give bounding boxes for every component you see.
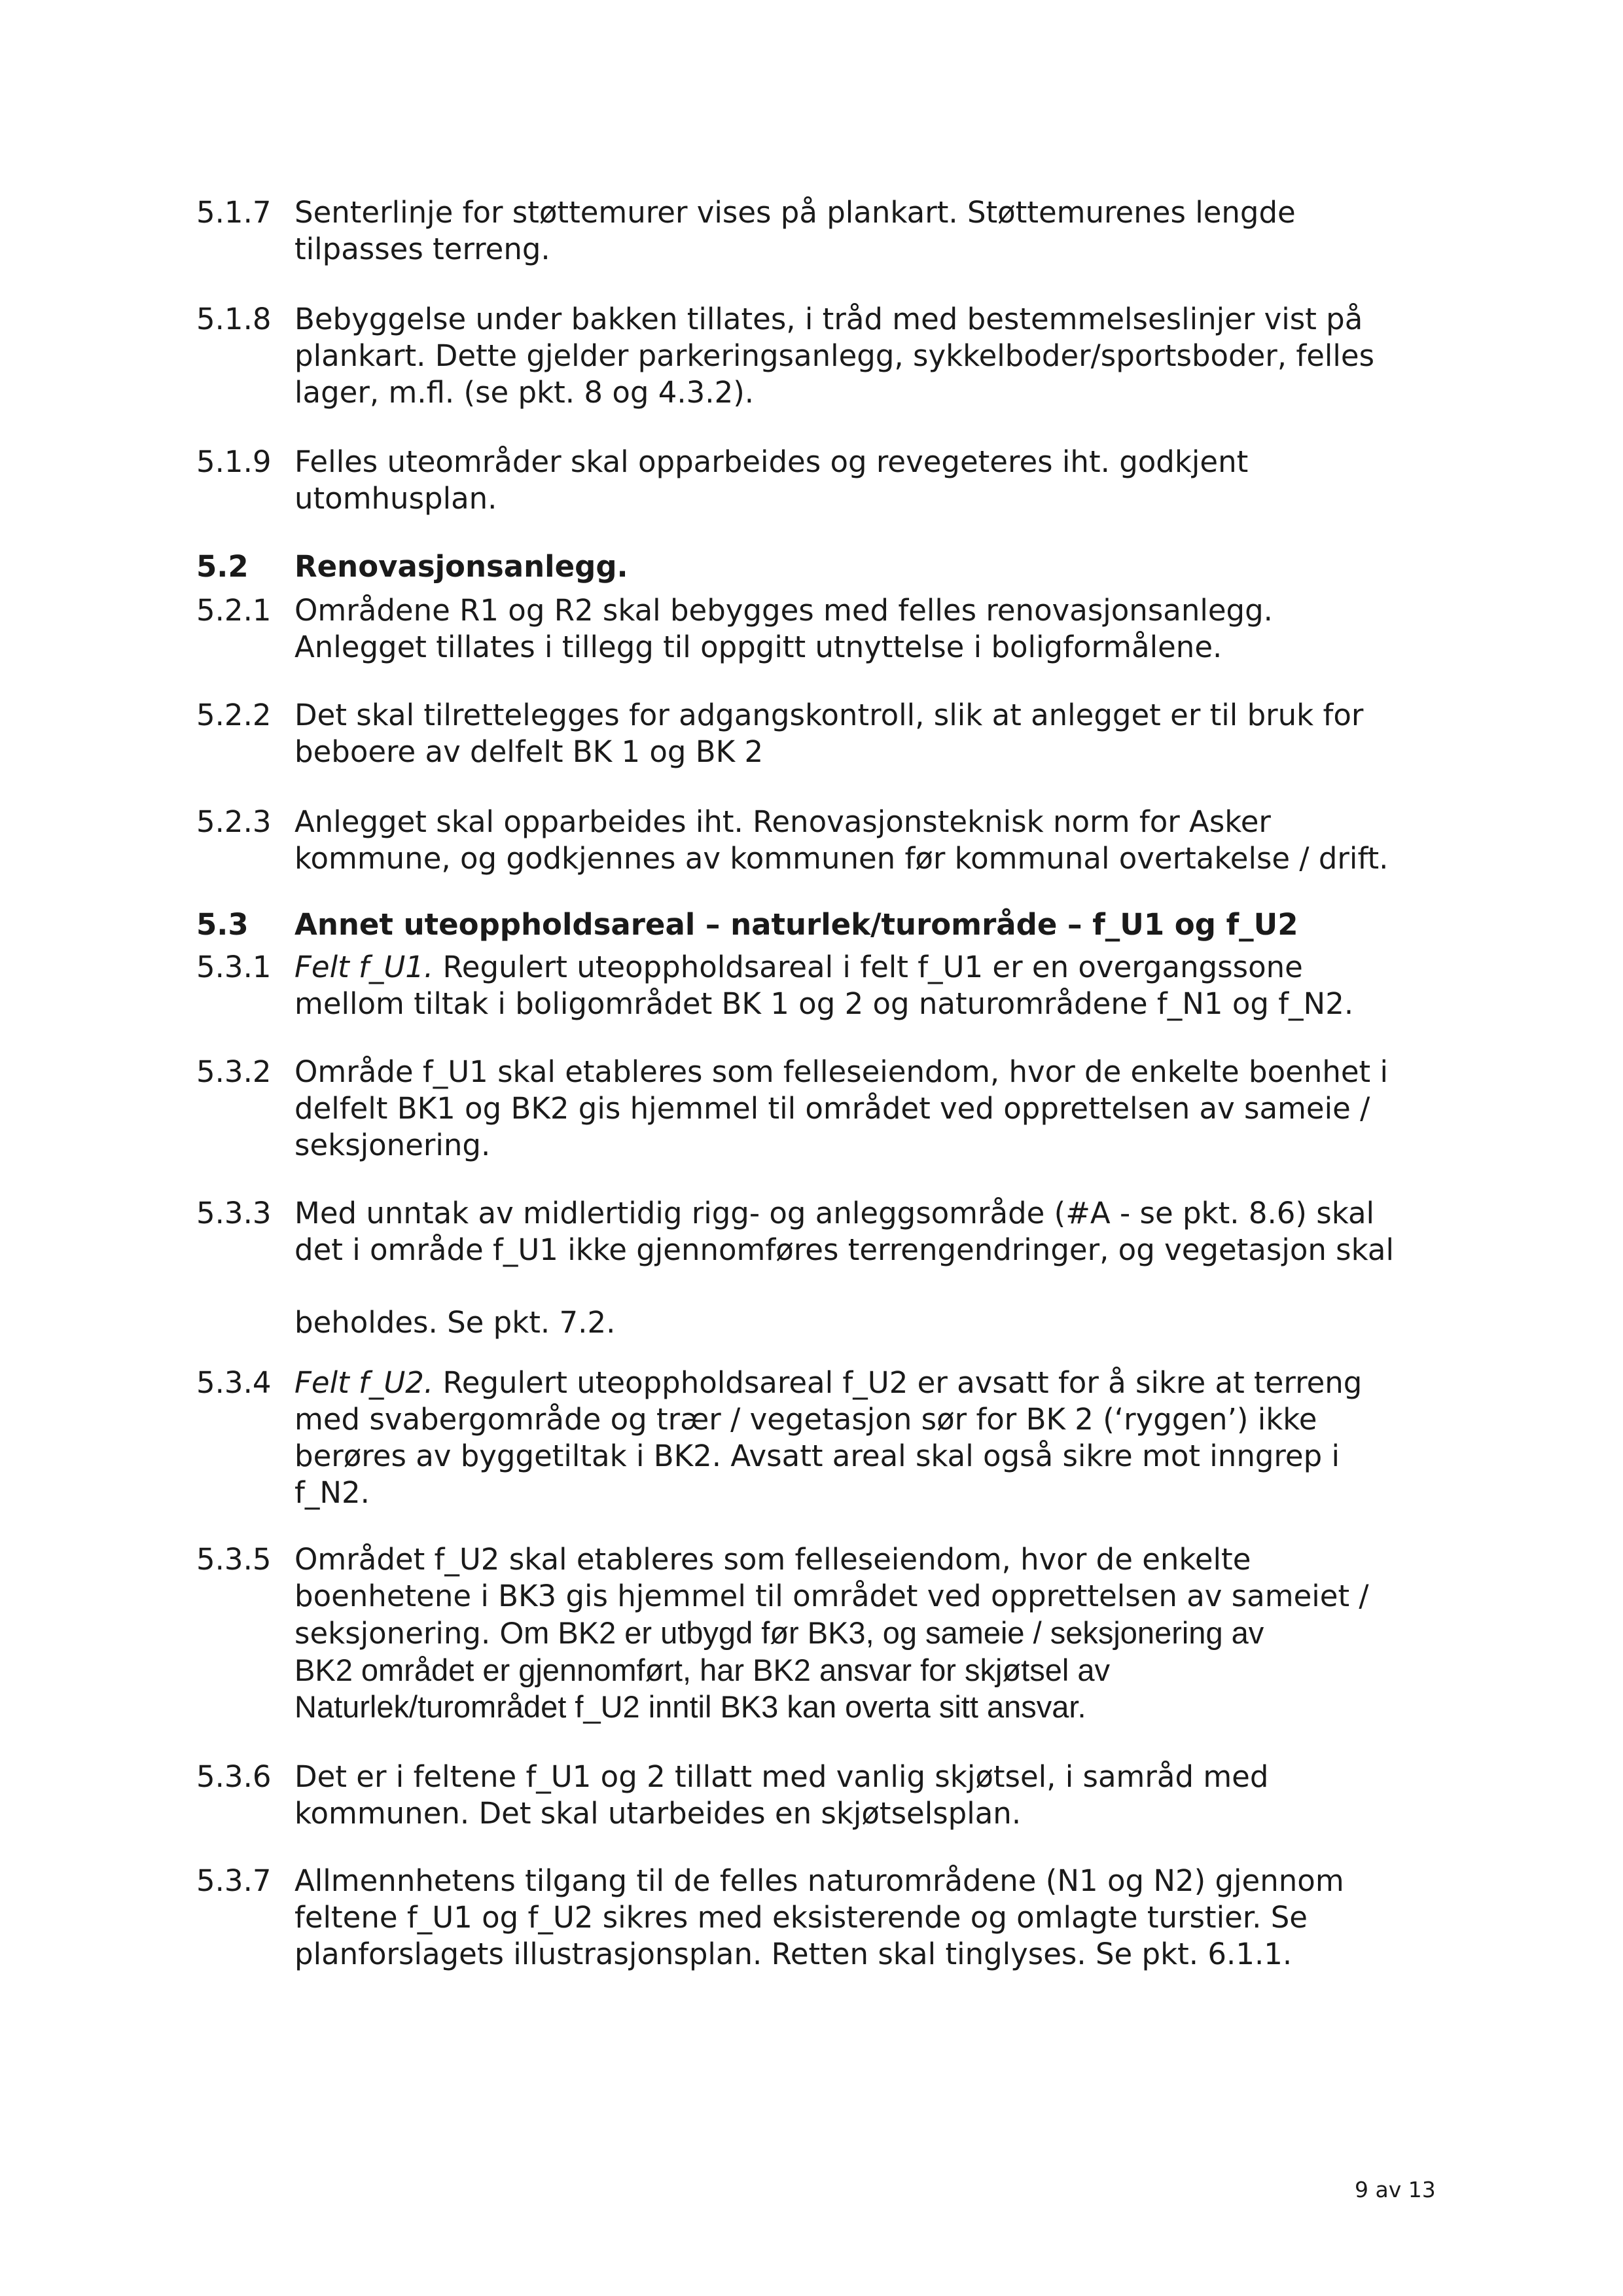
provision-text-line: boenhetene i BK3 gis hjemmel til området ved opprettelsen av sameiet / <box>294 1579 1369 1613</box>
provision-text-line: Det er i feltene f_U1 og 2 tillatt med vanlig skjøtsel, i samråd med <box>294 1759 1269 1794</box>
provision-text-line: beboere av delfelt BK 1 og BK 2 <box>294 734 764 769</box>
provision-number: 5.1.9 <box>196 444 272 479</box>
section-heading-5-2 <box>196 548 628 585</box>
provision-text-line <box>294 1365 1440 1401</box>
provision-text-line: Felles uteområder skal opparbeides og revegeteres iht. godkjent <box>294 444 1249 479</box>
provision-text-line: delfelt BK1 og BK2 gis hjemmel til området ved opprettelsen av sameie / <box>294 1091 1370 1126</box>
provision-number: 5.3.4 <box>196 1365 272 1400</box>
provision-text-line: lager, m.fl. (se pkt. 8 og 4.3.2). <box>294 375 755 410</box>
provision-5-3-1 <box>196 949 1440 1022</box>
provision-5-3-2 <box>196 1054 1440 1164</box>
provision-number: 5.1.7 <box>196 195 272 230</box>
provision-text-line: planforslagets illustrasjonsplan. Retten skal tinglyses. Se pkt. 6.1.1. <box>294 1937 1293 1971</box>
provision-number: 5.1.8 <box>196 302 272 336</box>
provision-5-3-3 <box>196 1195 1440 1341</box>
section-number: 5.3 <box>196 907 249 942</box>
provision-number: 5.3.5 <box>196 1542 272 1577</box>
provision-text-line: Område f_U1 skal etableres som felleseiendom, hvor de enkelte boenhet i <box>294 1054 1388 1089</box>
provision-text-line: Anlegget tillates i tillegg til oppgitt utnyttelse i boligformålene. <box>294 630 1222 664</box>
section-title: Renovasjonsanlegg. <box>294 549 628 584</box>
provision-text-amended: Om BK2 er utbygd før BK3, og sameie / seksjonering av <box>499 1615 1264 1650</box>
provision-text-line: feltene f_U1 og f_U2 sikres med eksisterende og omlagte turstier. Se <box>294 1900 1308 1935</box>
provision-text-line: mellom tiltak i boligområdet BK 1 og 2 og naturområdene f_N1 og f_N2. <box>294 986 1354 1021</box>
provision-text-line: Områdene R1 og R2 skal bebygges med felles renovasjonsanlegg. <box>294 593 1273 628</box>
provision-5-2-1 <box>196 592 1440 666</box>
provision-text-line: plankart. Dette gjelder parkeringsanlegg, sykkelboder/sportsboder, felles <box>294 338 1375 373</box>
provision-number: 5.3.7 <box>196 1863 272 1898</box>
provision-number: 5.3.2 <box>196 1054 272 1089</box>
provision-text-line: seksjonering. <box>294 1128 491 1162</box>
provision-text-line: berøres av byggetiltak i BK2. Avsatt areal skal også sikre mot inngrep i <box>294 1439 1340 1473</box>
provision-5-2-2 <box>196 697 1440 770</box>
field-label: Felt f_U1. <box>294 950 434 984</box>
field-label: Felt f_U2. <box>294 1365 434 1400</box>
provision-text-line: tilpasses terreng. <box>294 232 550 266</box>
provision-text: Regulert uteoppholdsareal f_U2 er avsatt for å sikre at terreng <box>433 1365 1363 1400</box>
provision-text-line: kommune, og godkjennes av kommunen før kommunal overtakelse / drift. <box>294 841 1389 876</box>
provision-5-3-6 <box>196 1759 1440 1832</box>
provision-text-line: Anlegget skal opparbeides iht. Renovasjonsteknisk norm for Asker <box>294 804 1271 839</box>
provision-text-line: det i område f_U1 ikke gjennomføres terrengendringer, og vegetasjon skal <box>294 1232 1394 1267</box>
provision-text-line: kommunen. Det skal utarbeides en skjøtselsplan. <box>294 1796 1022 1831</box>
provision-text-line <box>294 949 1440 986</box>
provision-text-line: Bebyggelse under bakken tillates, i tråd med bestemmelseslinjer vist på <box>294 302 1363 336</box>
provision-text-line: f_N2. <box>294 1475 370 1510</box>
page-number: 9 av 13 <box>1355 2177 1436 2202</box>
provision-text: Regulert uteoppholdsareal i felt f_U1 er en overgangssone <box>433 950 1303 984</box>
section-number: 5.2 <box>196 549 249 584</box>
provision-5-3-5 <box>196 1541 1440 1725</box>
provision-number: 5.2.1 <box>196 593 272 628</box>
provision-text: seksjonering. <box>294 1616 500 1651</box>
provision-text-line: med svabergområde og trær / vegetasjon sør for BK 2 (‘ryggen’) ikke <box>294 1402 1317 1437</box>
provision-text-line: utomhusplan. <box>294 481 497 516</box>
provision-number: 5.3.1 <box>196 950 272 984</box>
section-title: Annet uteoppholdsareal – naturlek/turområde – f_U1 og f_U2 <box>294 907 1298 942</box>
provision-text-line: Allmennhetens tilgang til de felles naturområdene (N1 og N2) gjennom <box>294 1863 1344 1898</box>
provision-text-line: Det skal tilrettelegges for adgangskontroll, slik at anlegget er til bruk for <box>294 698 1364 732</box>
provision-5-1-8 <box>196 301 1440 411</box>
provision-text-line: Senterlinje for støttemurer vises på plankart. Støttemurenes lengde <box>294 195 1296 230</box>
section-heading-5-3 <box>196 906 1298 943</box>
provision-5-3-7 <box>196 1863 1440 1973</box>
provision-5-1-9 <box>196 444 1440 517</box>
provision-5-2-3 <box>196 804 1440 877</box>
provision-number: 5.2.3 <box>196 804 272 839</box>
provision-5-1-7 <box>196 194 1440 268</box>
provision-number: 5.3.6 <box>196 1759 272 1794</box>
provision-number: 5.2.2 <box>196 698 272 732</box>
provision-number: 5.3.3 <box>196 1196 272 1230</box>
provision-text-line-amended: BK2 området er gjennomført, har BK2 ansvar for skjøtsel av <box>294 1653 1111 1687</box>
provision-text-line: Med unntak av midlertidig rigg- og anleggsområde (#A - se pkt. 8.6) skal <box>294 1196 1375 1230</box>
provision-text-line: Området f_U2 skal etableres som felleseiendom, hvor de enkelte <box>294 1542 1251 1577</box>
provision-text-line-amended: Naturlek/turområdet f_U2 inntil BK3 kan overta sitt ansvar. <box>294 1689 1086 1724</box>
provision-5-3-4 <box>196 1365 1440 1511</box>
provision-text-line <box>294 1615 1440 1652</box>
provision-text-line: beholdes. Se pkt. 7.2. <box>294 1305 616 1340</box>
